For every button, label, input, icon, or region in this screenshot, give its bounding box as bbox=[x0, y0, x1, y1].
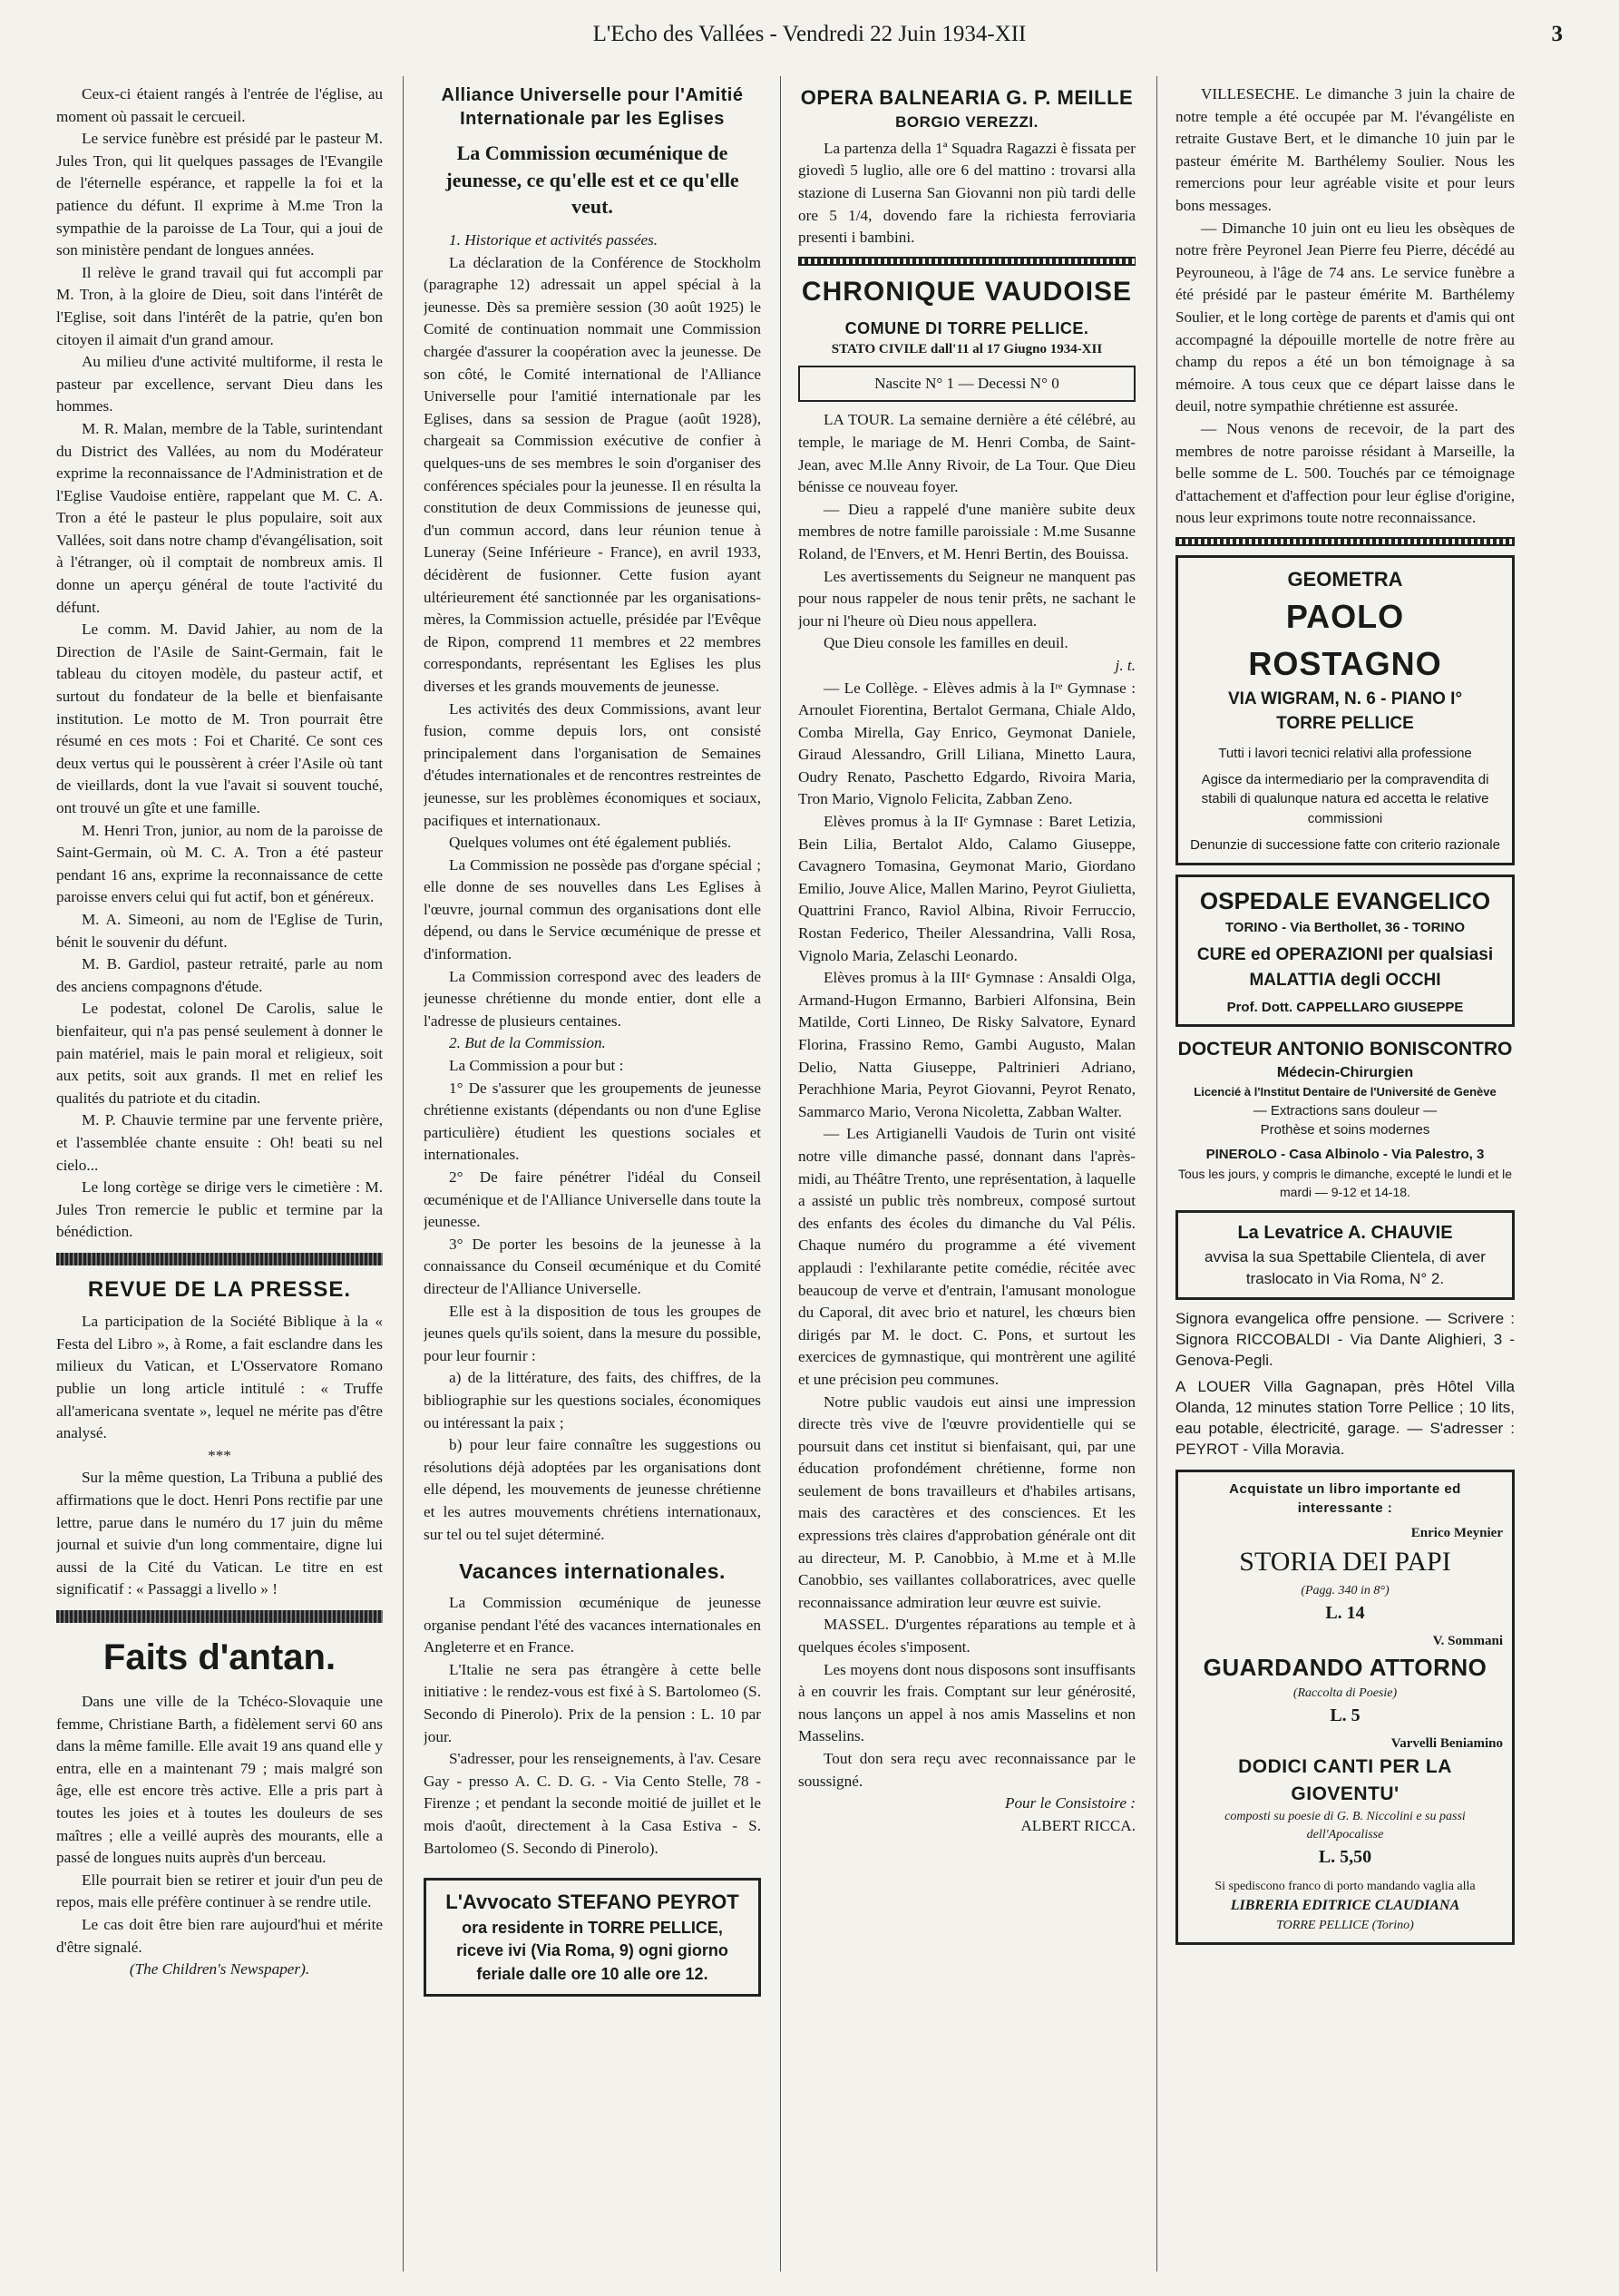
paragraph: Le service funèbre est présidé par le pasteur M. Jules Tron, qui lit quelques passages de l'Evangile de l'éternelle espérance, et rappelle la foi et la patience du défunt. Il exprime à M.me Tron la sympathie de la paroisse de La Tour, qui a joui de son ministère pendant de longues années. bbox=[56, 130, 383, 259]
paragraph: 2° De faire pénétrer l'idéal du Conseil œcuménique et de l'Alliance Universelle dans toute la jeunesse. bbox=[424, 1168, 761, 1231]
page-header bbox=[0, 22, 1619, 62]
hospital-ad bbox=[1175, 874, 1515, 1027]
ad-line: composti su poesie di G. B. Niccolini e su passi dell'Apocalisse bbox=[1224, 1810, 1466, 1842]
ad-line: Si spediscono franco di porto mandando vaglia alla bbox=[1214, 1879, 1476, 1893]
ad-line: riceve ivi (Via Roma, 9) ogni giorno bbox=[456, 1941, 728, 1960]
paragraph: Le podestat, colonel De Carolis, salue le bienfaiteur, qui n'a pas pensé seulement à donner le pain matériel, mais le pain moral et religieux, soit aux petits, soit aux grands. Il met en relief les qualités du patriote et du citadin. bbox=[56, 1000, 383, 1107]
paragraph: Le comm. M. David Jahier, au nom de la Direction de l'Asile de Saint-Germain, fait le tableau du citoyen modèle, du pasteur actif, et surtout du fondateur de la belle et bienfaisante institution. Le motto de M. Tron pourrait être résumé en ces mots : Foi et Charité. Ce sont ces deux vertus qui le poussèrent à créer l'Asile où tant de vieillards, dont la vue l'avait si souvent touché, ont trouvé un gîte et une famille. bbox=[56, 620, 383, 816]
paragraph: b) pour leur faire connaître les suggestions ou résolutions déjà adoptées par les organisations dont elle dépend, les mouvements de jeunesse chrétienne et les autres mouvements chrétiens internationaux, sur tel ou tel sujet déterminé. bbox=[424, 1436, 761, 1543]
paragraph: Au milieu d'une activité multiforme, il resta le pasteur par excellence, servant Dieu dans les hommes. bbox=[56, 353, 383, 415]
section-title: REVUE DE LA PRESSE. bbox=[87, 1276, 352, 1302]
page-number: 3 bbox=[1551, 22, 1563, 46]
paragraph: Les activités des deux Commissions, avant leur fusion, comme depuis lors, ont consisté principalement dans l'organisation de Semaines d'études internationales et de rencontres restreintes de jeunesse, sur les problèmes économiques et sociaux, pacifiques et internationaux. bbox=[424, 699, 761, 829]
paragraph: 1° De s'assurer que les groupements de jeunesse chrétienne existants (dépendants ou non d'une Eglise particulière) étudient les questions sociales et internationales. bbox=[424, 1079, 761, 1164]
paragraph: La participation de la Société Biblique à la « Festa del Libro », à Rome, a fait esclandre dans les milieux du Vatican, et L'Osservatore Romano publie un long article intitulé : « Truffe all'americana sventate », lequel ne mérite pas d'être analysé. bbox=[56, 1313, 383, 1442]
book-title: STORIA DEI PAPI bbox=[1239, 1547, 1451, 1577]
ad-line: Denunzie di successione fatte con criterio razionale bbox=[1190, 837, 1500, 854]
ad-line: feriale dalle ore 10 alle ore 12. bbox=[476, 1965, 708, 1984]
paragraph: La Commission a pour but : bbox=[449, 1057, 624, 1075]
column-divider bbox=[1156, 76, 1157, 2272]
ad-line: GEOMETRA bbox=[1287, 567, 1403, 591]
ad-line: TORRE PELLICE bbox=[1276, 714, 1414, 734]
ornamental-divider bbox=[1175, 537, 1515, 546]
classified-ad: A LOUER Villa Gagnapan, près Hôtel Villa Olanda, 12 minutes station Torre Pellice ; 10 lits, eau potable, électricité, garage. — S'adresser : PEYROT - Villa Moravia. bbox=[1175, 1377, 1515, 1458]
ad-line: Acquistate un libro importante ed interessante : bbox=[1229, 1480, 1461, 1517]
ad-line: La Levatrice A. CHAUVIE bbox=[1237, 1222, 1453, 1243]
ad-line: PAOLO ROSTAGNO bbox=[1248, 598, 1442, 682]
column-4 bbox=[1175, 83, 1515, 2270]
paragraph: La Commission correspond avec des leaders de jeunesse chrétienne du monde entier, dont elle a l'adresse de plusieurs centaines. bbox=[424, 967, 761, 1030]
paragraph: M. R. Malan, membre de la Table, surintendant du District des Vallées, au nom du Modérateur exprime la reconnaissance de l'Administration et de l'Eglise Vaudoise entière, rappelant que M. C. A. Tron a été le pasteur le plus populaire, soit aux Vallées, soit dans notre champ d'évangélisation, soit à l'étranger, où il comptait de nombreux amis. Il donne un aperçu général de toute l'activité du défunt. bbox=[56, 419, 383, 616]
paragraph: La Commission œcuménique de jeunesse organise pendant l'été des vacances internationales en Angleterre et en France. bbox=[424, 1593, 761, 1656]
paragraph: LA TOUR. La semaine dernière a été célébré, au temple, le mariage de M. Henri Comba, de Saint-Jean, avec M.lle Anny Rivoir, de La Tour. Que Dieu bénisse ce nouveau foyer. bbox=[798, 411, 1136, 496]
paragraph: Que Dieu console les familles en deuil. bbox=[824, 634, 1068, 652]
paragraph: MASSEL. D'urgentes réparations au temple et à quelques écoles s'imposent. bbox=[798, 1616, 1136, 1656]
paragraph: — Nous venons de recevoir, de la part des membres de notre paroisse résidant à Marseille, la belle somme de L. 500. Touchés par ce témoignage d'attachement et d'affection pour leur église d'origine, nous leur exprimons toute notre reconnaissance. bbox=[1175, 419, 1515, 527]
paragraph: Les avertissements du Seigneur ne manquent pas pour nous rappeler de nous tenir prêts, ne sachant le jour ni l'heure où Dieu nous appellera. bbox=[798, 567, 1136, 630]
column-divider bbox=[780, 76, 781, 2272]
paragraph: 3° De porter les besoins de la jeunesse à la connaissance du Conseil œcuménique et du Comité directeur de l'Alliance Universelle. bbox=[424, 1235, 761, 1297]
midwife-ad bbox=[1175, 1210, 1515, 1300]
ad-line: Tous les jours, y compris le dimanche, excepté le lundi et le mardi — 9-12 et 14-18. bbox=[1177, 1166, 1513, 1199]
paragraph: VILLESECHE. Le dimanche 3 juin la chaire de notre temple a été occupée par M. l'évangéliste en retraite Gustave Bert, et le dimanche 10 juin par le pasteur émérite M. Barthélemy Soulier. Nous les remercions pour leur agréable visite et pour leurs bons messages. bbox=[1175, 85, 1515, 214]
paragraph: La partenza della 1ª Squadra Ragazzi è fissata per giovedì 5 luglio, alle ore 6 del mattino : trovarsi alla stazione di Luserna San Giovanni non più tardi delle ore 5 1/4, dovendo fare la richiesta ferroviaria presenti i bambini. bbox=[798, 139, 1136, 247]
article-title: La Commission œcuménique de jeunesse, ce qu'elle est et ce qu'elle veut. bbox=[445, 142, 739, 219]
section-title: Faits d'antan. bbox=[102, 1637, 336, 1677]
ad-line: L'Avvocato STEFANO PEYROT bbox=[445, 1891, 739, 1914]
signature: j. t. bbox=[1115, 656, 1136, 674]
lawyer-ad bbox=[424, 1878, 761, 1997]
ad-line: (Raccolta di Poesie) bbox=[1292, 1686, 1398, 1701]
ad-line: VIA WIGRAM, N. 6 - PIANO I° bbox=[1227, 689, 1463, 709]
paragraph: Elle pourrait bien se retirer et jouir d'un peu de repos, mais elle préfère continuer à se rendre utile. bbox=[56, 1871, 383, 1911]
ad-line: Médecin-Chirurgien bbox=[1276, 1065, 1414, 1081]
ornamental-divider bbox=[798, 257, 1136, 266]
paragraph: Sur la même question, La Tribuna a publié des affirmations que le doct. Henri Pons rectifie par une lettre, parue dans le numéro du 17 juin du même journal et suivie d'un long commentaire, digne lui aussi de la Cité du Vatican. Le titre en est significatif : « Passaggi a livello » ! bbox=[56, 1469, 383, 1598]
paragraph: Ceux-ci étaient rangés à l'entrée de l'église, au moment où passait le cercueil. bbox=[56, 85, 383, 125]
column-3 bbox=[798, 83, 1136, 2270]
ad-line: OSPEDALE EVANGELICO bbox=[1199, 886, 1491, 914]
subheading: COMUNE DI TORRE PELLICE. bbox=[844, 318, 1089, 337]
section-title: Vacances internationales. bbox=[459, 1559, 726, 1584]
paragraph: Elle est à la disposition de tous les groupes de jeunes quels qu'ils soient, dans la mesure du possible, pour leur fournir : bbox=[424, 1302, 761, 1364]
paragraph: M. Henri Tron, junior, au nom de la paroisse de Saint-Germain, où M. C. A. Tron a été pasteur pendant 16 ans, exprime la reconnaissance de cette paroisse envers celui qui fut actif, bon et généreux. bbox=[56, 821, 383, 906]
signature: ALBERT RICCA. bbox=[1020, 1816, 1136, 1834]
ad-line: TORRE PELLICE (Torino) bbox=[1276, 1918, 1414, 1932]
book-price: L. 5,50 bbox=[1318, 1847, 1372, 1868]
ad-line: Prothèse et soins modernes bbox=[1260, 1122, 1430, 1138]
section-divider bbox=[56, 1610, 383, 1623]
paragraph: S'adresser, pour les renseignements, à l'av. Cesare Gay - presso A. C. D. G. - Via Cento Stelle, 78 - Firenze ; et pendant la seconde moitié de juillet et le mois d'août, directement à la Casa Estiva - S. Bartolomeo (S. Secondo di Pinerolo). bbox=[424, 1750, 761, 1857]
paragraph: Les moyens dont nous disposons sont insuffisants à en couvrir les frais. Comptant sur leur générosité, nous lançons un appel à nos amis Masselins et non Masselins. bbox=[798, 1660, 1136, 1745]
ad-line: avvisa la sua Spettabile Clientela, di aver traslocato in Via Roma, N° 2. bbox=[1204, 1247, 1486, 1287]
newspaper-title: L'Echo des Vallées - Vendredi 22 Juin 1934-XII bbox=[592, 22, 1027, 46]
source-credit: (The Children's Newspaper). bbox=[129, 1960, 310, 1978]
section-title: OPERA BALNEARIA G. P. MEILLE bbox=[800, 86, 1134, 109]
section-divider bbox=[56, 1253, 383, 1265]
column-2 bbox=[424, 83, 761, 2270]
paragraph: Le long cortège se dirige vers le cimetière : M. Jules Tron remercie le public et termine par la bénédiction. bbox=[56, 1178, 383, 1241]
column-1 bbox=[56, 83, 383, 2270]
ad-line: Enrico Meynier bbox=[1410, 1525, 1503, 1540]
paragraph: Tout don sera reçu avec reconnaissance par le soussigné. bbox=[798, 1750, 1136, 1790]
ad-line: (Pagg. 340 in 8°) bbox=[1301, 1583, 1390, 1597]
section-subtitle: BORGIO VEREZZI. bbox=[895, 113, 1039, 132]
section-title: Alliance Universelle pour l'Amitié Internationale par les Eglises bbox=[441, 85, 744, 129]
paragraph: Le cas doit être bien rare aujourd'hui et mérite d'être signalé. bbox=[56, 1916, 383, 1956]
book-title: GUARDANDO ATTORNO bbox=[1203, 1653, 1487, 1681]
paragraph: Notre public vaudois eut ainsi une impression directe très vive de l'œuvre providentielle qui se poursuit dans cet institut si bienfaisant, qui, par une éducation profondément chrétienne, forme non seulement de bons travailleurs et d'habiles artisans, mais des caractères et des consciences. Et les expressions très claires d'approbation générale ont dit au directeur, M. P. Canobbio, à M.me et à M.lle Canobbio, ses vaillantes collaboratrices, avec quelle reconnaissance admiration leur œuvre est suivie. bbox=[798, 1392, 1136, 1611]
paragraph: M. A. Simeoni, au nom de l'Eglise de Turin, bénit le souvenir du défunt. bbox=[56, 910, 383, 951]
paragraph: a) de la littérature, des faits, des chiffres, de la bibliographie sur les questions sociales, économiques ou intéressant la paix ; bbox=[424, 1369, 761, 1431]
paragraph: — Le Collège. - Elèves admis à la Iʳᵉ Gymnase : Arnoulet Fiorentina, Bertalot Germana, Chiale Aldo, Comba Mirella, Gay Enrico, Geymonat Daniele, Giraud Alessandro, Grill Liliana, Minetto Laura, Oudry Renato, Paschetto Edgardo, Rivoira Maria, Tron Mario, Vignolo Felicita, Zabban Zeno. bbox=[798, 679, 1136, 808]
book-title: DODICI CANTI PER LA GIOVENTU' bbox=[1238, 1756, 1452, 1805]
paragraph: M. B. Gardiol, pasteur retraité, parle au nom des anciens compagnons d'étude. bbox=[56, 955, 383, 995]
subheading: 2. But de la Commission. bbox=[449, 1034, 606, 1052]
paragraph: Elèves promus à la IIᵉ Gymnase : Baret Letizia, Bein Lilia, Bertalot Aldo, Calamo Giuseppe, Cavagnero Tomasina, Geymonat Mario, Giordano Emilio, Jouve Alice, Mallen Marino, Peyrot Giulietta, Quattrini Franco, Raviol Albina, Rivoir Ferruccio, Rostan Federico, Theiler Alessandrina, Valli Rosa, Vignolo Maria, Zelaschi Leonardo. bbox=[798, 813, 1136, 964]
paragraph: La déclaration de la Conférence de Stockholm (paragraphe 12) adressait un appel spécial à la jeunesse. Dès sa première session (30 août 1925) le Comité de continuation nommait une Commission chargée d'assurer la coopération avec la jeunesse. De son côté, le Comité international de l'Alliance Universelle pour l'amitié internationale par les Eglises, dans sa session de Prague (août 1928), chargeait sa Commission exécutive de confier à quelques-uns de ses membres le soin d'organiser des conférences spéciales pour la jeunesse. Il en résulta la constitution de deux Commissions de jeunesse qui, d'un commun accord, dans leur réunion tenue à Luneray (Seine Inférieure - France), en avril 1933, décidèrent de fusionner. Cette fusion ayant ultérieurement été sanctionnée par les organisations-mères, la Commission actuelle, présidée par l'Evêque de Ripon, comprend 11 membres et 22 membres correspondants, représentant les Eglises les plus diverses et les grands mouvements de jeunesse. bbox=[424, 253, 761, 695]
ad-line: Agisce da intermediario per la compravendita di stabili di qualunque natura ed accetta le relative commissioni bbox=[1201, 772, 1489, 826]
paragraph: Dans une ville de la Tchéco-Slovaquie une femme, Christiane Barth, a fidèlement servi 60 ans dans la même famille. Elle avait 19 ans quand elle y entra, elle en a maintenant 79 ; mais malgré son âge, elle est encore très active. Elle a pris part à toutes les joies et à toutes les douleurs de ses maîtres ; elle a veillé auprès des mourants, elle a passé de longues nuits auprès d'un berceau. bbox=[56, 1693, 383, 1867]
paragraph: — Dieu a rappelé d'une manière subite deux membres de notre famille paroissiale : M.me Susanne Roland, de l'Envers, et M. Henri Bertin, des Bouissa. bbox=[798, 500, 1136, 562]
paragraph: — Dimanche 10 juin ont eu lieu les obsèques de notre frère Peyronel Jean Pierre feu Pierre, décédé au Peyrouneou, à l'âge de 74 ans. Le service funèbre a été présidé par le pasteur émérite M. Barthélemy Soulier, et le long cortège de parents et d'amis qui ont accompagné la dépouille mortelle de notre frère au champ du repos a été un bon témoignage à sa mémoire. A tous ceux que ce départ laisse dans le deuil, notre sympathie chrétienne est assurée. bbox=[1175, 219, 1515, 415]
book-price: L. 5 bbox=[1330, 1705, 1361, 1726]
subheading: 1. Historique et activités passées. bbox=[449, 231, 658, 249]
ad-line: Varvelli Beniamino bbox=[1390, 1735, 1503, 1751]
book-price: L. 14 bbox=[1325, 1602, 1365, 1623]
ad-line: Tutti i lavori tecnici relativi alla professione bbox=[1218, 745, 1472, 761]
books-ad bbox=[1175, 1470, 1515, 1945]
ad-line: — Extractions sans douleur — bbox=[1253, 1102, 1438, 1119]
paragraph: — Les Artigianelli Vaudois de Turin ont visité notre ville dimanche passé, donnant dans l'après-midi, au Théâtre Trento, une représentation, à laquelle a assisté un public très nombreux, composé surtout des enfants des écoles du dimanche du Val Pélis. Chaque numéro du programme a été vivement applaudi : l'exhilarante petite comédie, récitée avec beaucoup de verve et d'entrain, l'amusant monologue du Caporal, dit avec brio et naturel, les chœurs bien dirigés par M. le doct. C. Pons, et surtout les exercices de gymnastique, qui montrèrent une agilité et une précision peu communes. bbox=[798, 1125, 1136, 1388]
ad-line: Licencié à l'Institut Dentaire de l'Université de Genève bbox=[1194, 1085, 1497, 1099]
section-title: CHRONIQUE VAUDOISE bbox=[801, 276, 1133, 307]
geometra-ad bbox=[1175, 555, 1515, 865]
classified-ad: Signora evangelica offre pensione. — Scrivere : Signora RICCOBALDI - Via Dante Alighieri, 3 - Genova-Pegli. bbox=[1175, 1310, 1515, 1369]
ad-line: CURE ed OPERAZIONI per qualsiasi MALATTIA degli OCCHI bbox=[1196, 945, 1494, 990]
ad-line: LIBRERIA EDITRICE CLAUDIANA bbox=[1230, 1897, 1460, 1913]
doctor-ad bbox=[1175, 1036, 1515, 1201]
signature: Pour le Consistoire : bbox=[1004, 1794, 1136, 1812]
ad-line: PINEROLO - Casa Albinolo - Via Palestro, 3 bbox=[1205, 1147, 1485, 1163]
paragraph: Quelques volumes ont été également publiés. bbox=[449, 834, 732, 852]
ad-line: ora residente in TORRE PELLICE, bbox=[462, 1918, 723, 1937]
paragraph: L'Italie ne sera pas étrangère à cette belle initiative : le rendez-vous est fixé à S. Bartolomeo (S. Secondo di Pinerolo). Prix de la pension : L. 10 par jour. bbox=[424, 1660, 761, 1745]
separator-stars: *** bbox=[208, 1446, 231, 1464]
ad-line: V. Sommani bbox=[1432, 1633, 1503, 1648]
paragraph: Il relève le grand travail qui fut accompli par M. Tron, à la gloire de Dieu, soit dans l'intérêt de l'Eglise, soit dans l'intérêt de la patrie, qu'en bon citoyen il aimait d'un grand amour. bbox=[56, 263, 383, 348]
paragraph: M. P. Chauvie termine par une fervente prière, et l'assemblée chante ensuite : Oh! beati su nel cielo... bbox=[56, 1111, 383, 1174]
ad-line: DOCTEUR ANTONIO BONISCONTRO bbox=[1177, 1039, 1513, 1060]
ad-line: TORINO - Via Berthollet, 36 - TORINO bbox=[1224, 919, 1466, 935]
vital-stats-box: Nascite N° 1 — Decessi N° 0 bbox=[798, 366, 1136, 403]
column-divider bbox=[403, 76, 404, 2272]
paragraph: La Commission ne possède pas d'organe spécial ; elle donne de ses nouvelles dans Les Eglises à l'œuvre, journal commun des organisations dont elle dépend, ou dans le Service œcuménique de presse et d'information. bbox=[424, 855, 761, 963]
paragraph: Elèves promus à la IIIᵉ Gymnase : Ansaldi Olga, Armand-Hugon Ermanno, Barbieri Alfonsina, Bein Matilde, Corti Linneo, De Risky Salvatore, Eynard Florina, Frassino Remo, Gambi Augusto, Malan Delio, Natta Giuseppe, Paltrinieri Adriano, Perachhione Maria, Peyrot Giovanni, Peyrot Renato, Sammarco Mario, Verona Nicoletta, Zabban Walter. bbox=[798, 969, 1136, 1120]
subheading: STATO CIVILE dall'11 al 17 Giugno 1934-XII bbox=[831, 342, 1103, 357]
ad-line: Prof. Dott. CAPPELLARO GIUSEPPE bbox=[1226, 999, 1464, 1015]
